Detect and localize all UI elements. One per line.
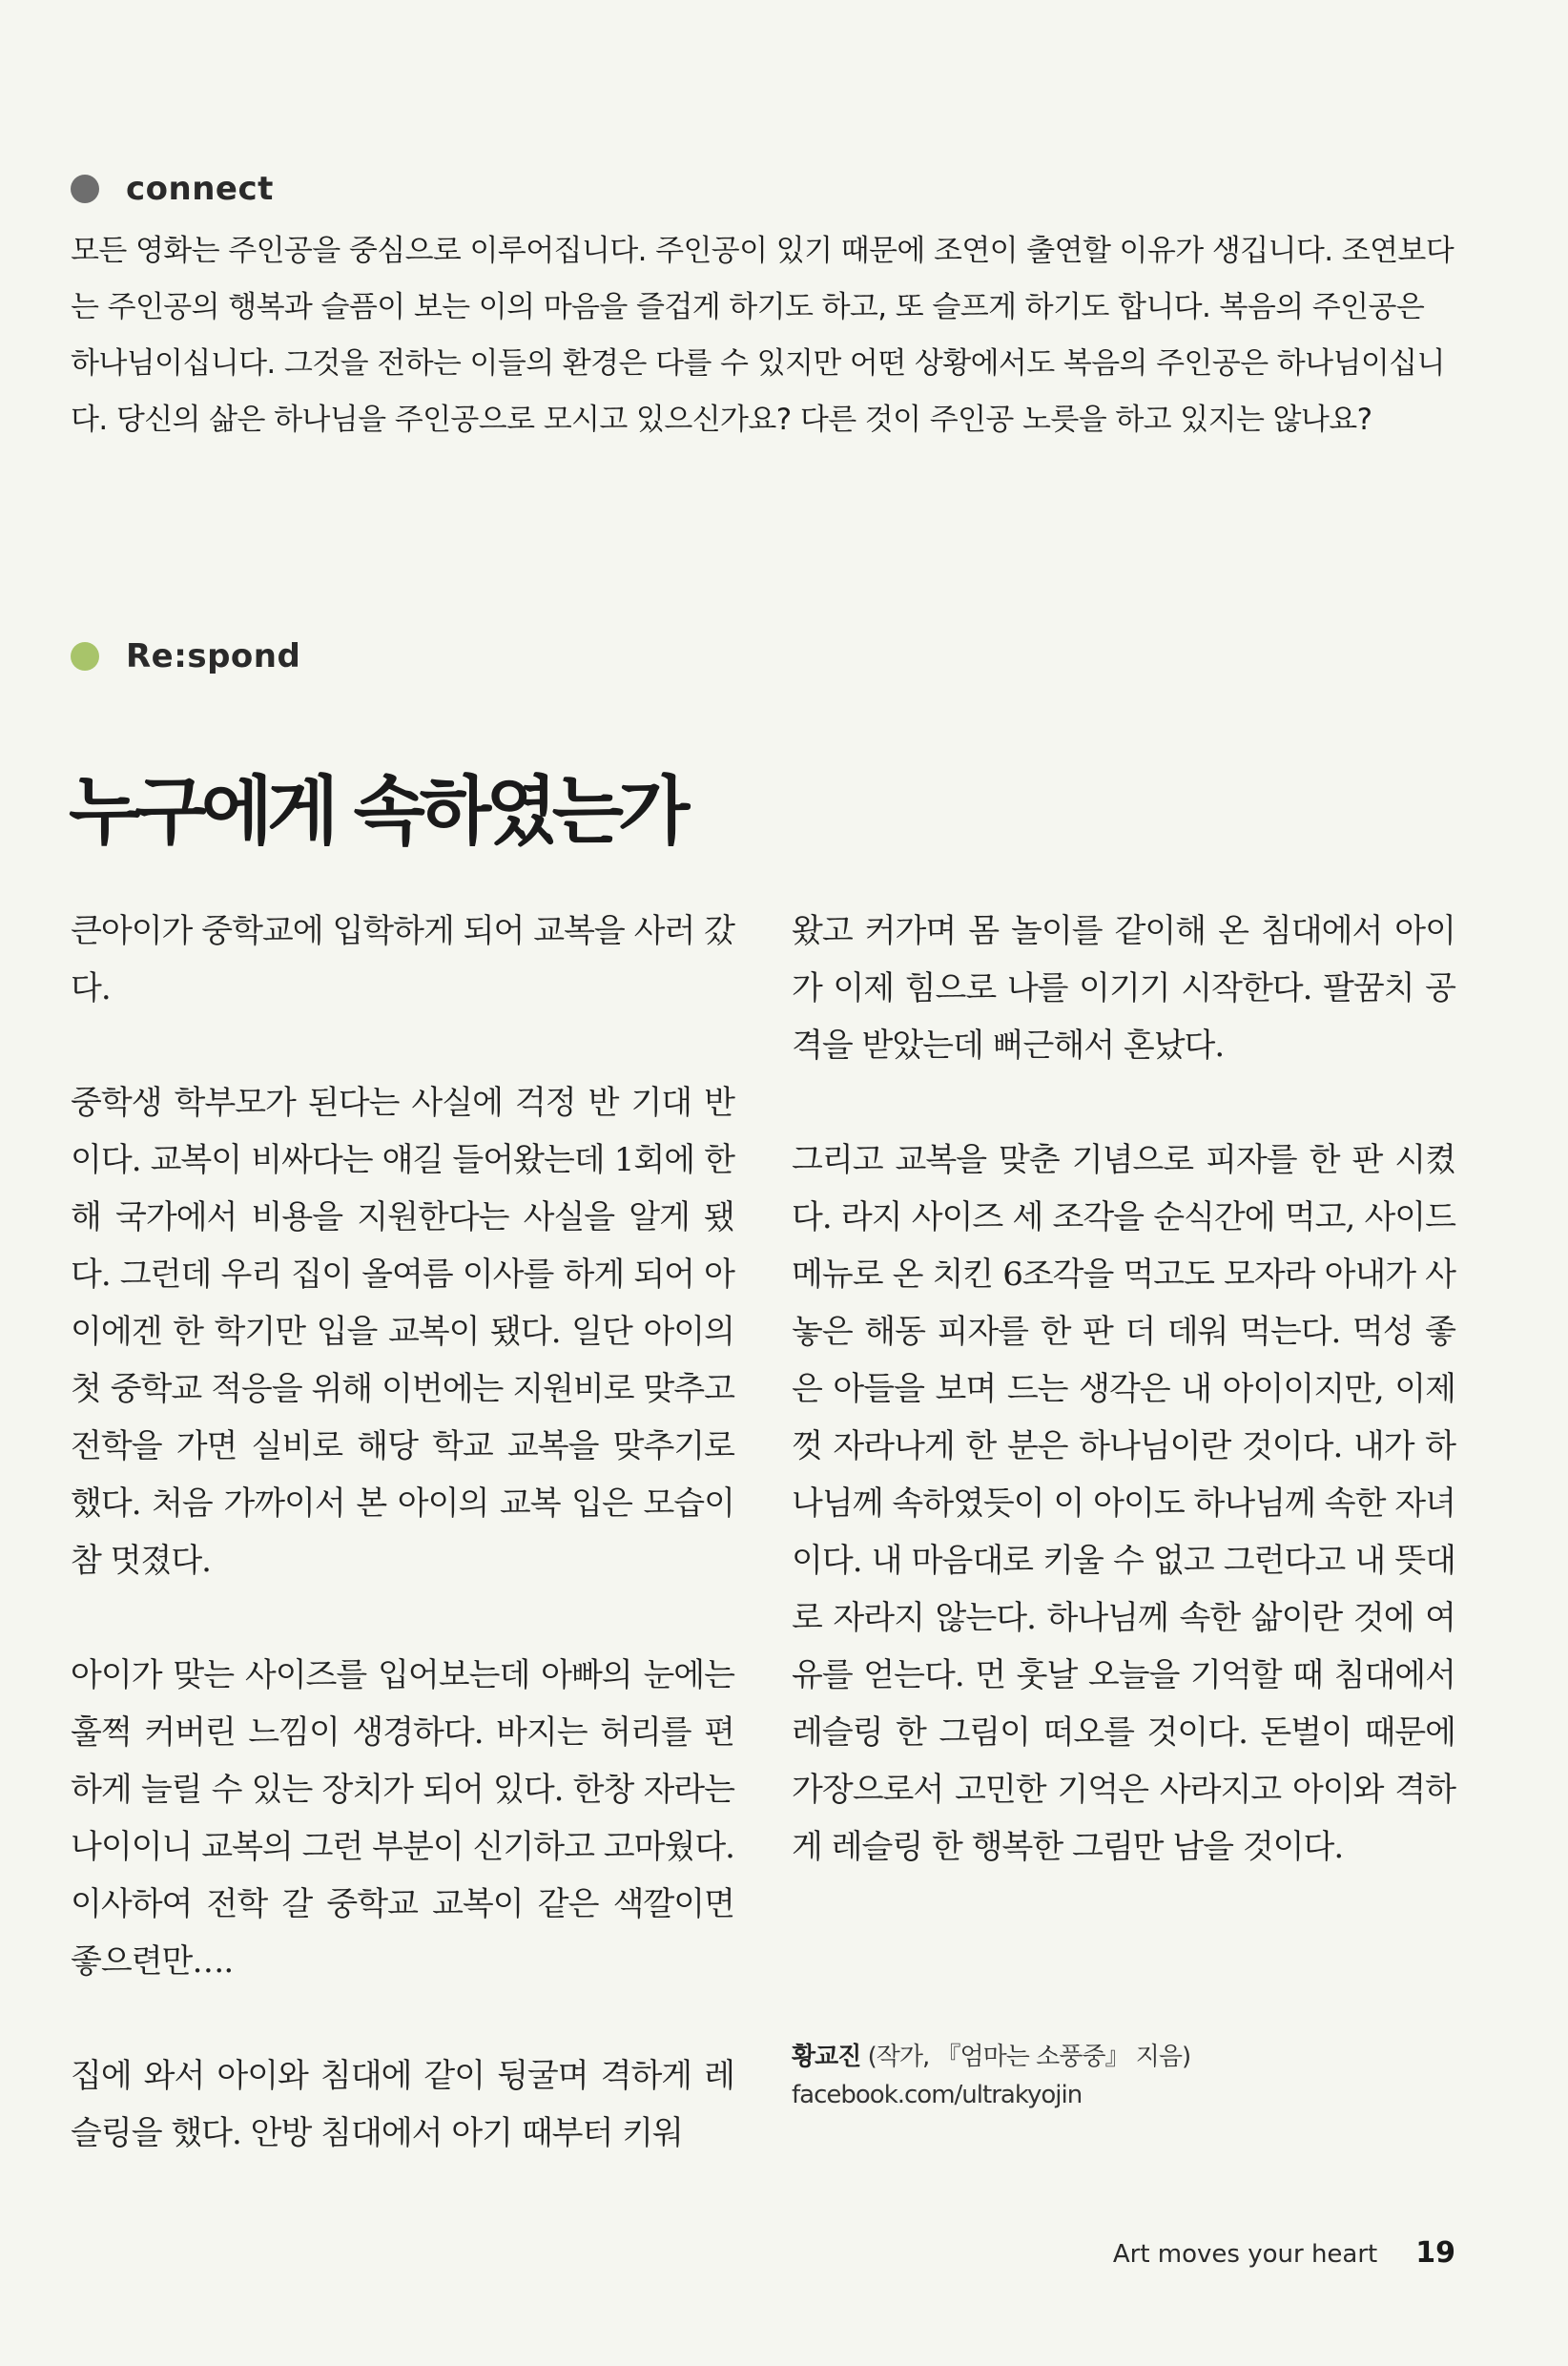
paragraph: 중학생 학부모가 된다는 사실에 걱정 반 기대 반이다. 교복이 비싸다는 얘길 들어왔는데 1회에 한해 국가에서 비용을 지원한다는 사실을 알게 됐다. 그런데 우리 집이 올여름 이사를 하게 되어 아이에겐 한 학기만 입을 교복이 됐다. 일단 아이의 첫 중학교 적응을 위해 이번에는 지원비로 맞추고 전학을 가면 실비로 해당 학교 교복을 맞추기로 했다. 처음 가까이서 본 아이의 교복 입은 모습이 참 멋졌다. (71, 1084, 734, 1580)
paragraph: 왔고 커가며 몸 놀이를 같이해 온 침대에서 아이가 이제 힘으로 나를 이기기 시작한다. 팔꿈치 공격을 받았는데 뻐근해서 혼났다. (792, 912, 1455, 1065)
article-right-column (792, 903, 1455, 1876)
article-left-column (71, 903, 734, 2162)
paragraph: 큰아이가 중학교에 입학하게 되어 교복을 사러 갔다. (71, 912, 734, 1007)
article-title: 누구에게 속하였는가 (69, 769, 685, 855)
author-credit (792, 2038, 1190, 2114)
respond-bullet-icon (71, 642, 99, 671)
author-link[interactable]: facebook.com/ultrakyojin (792, 2081, 1083, 2109)
connect-header (71, 170, 274, 208)
author-name: 황교진 (792, 2043, 861, 2071)
page-footer (1113, 2236, 1455, 2270)
paragraph: 아이가 맞는 사이즈를 입어보는데 아빠의 눈에는 훌쩍 커버린 느낌이 생경하다. 바지는 허리를 편하게 늘릴 수 있는 장치가 되어 있다. 한창 자라는 나이이니 교복의 그런 부분이 신기하고 고마웠다. 이사하여 전학 갈 중학교 교복이 같은 색깔이면 좋으련만…. (71, 1656, 734, 1981)
footer-tagline: Art moves your heart (1112, 2240, 1378, 2269)
paragraph: 집에 와서 아이와 침대에 같이 뒹굴며 격하게 레슬링을 했다. 안방 침대에서 아기 때부터 키워 (71, 2057, 734, 2152)
connect-bullet-icon (71, 175, 99, 203)
respond-label: Re:spond (126, 637, 301, 675)
author-line (792, 2038, 1190, 2076)
page-number: 19 (1415, 2236, 1455, 2270)
paragraph: 그리고 교복을 맞춘 기념으로 피자를 한 판 시켰다. 라지 사이즈 세 조각을 순식간에 먹고, 사이드 메뉴로 온 치킨 6조각을 먹고도 모자라 아내가 사놓은 해동 피자를 한 판 더 데워 먹는다. 먹성 좋은 아들을 보며 드는 생각은 내 아이이지만, 이제껏 자라나게 한 분은 하나님이란 것이다. 내가 하나님께 속하였듯이 이 아이도 하나님께 속한 자녀이다. 내 마음대로 키울 수 없고 그런다고 내 뜻대로 자라지 않는다. 하나님께 속한 삶이란 것에 여유를 얻는다. 먼 훗날 오늘을 기억할 때 침대에서 레슬링 한 그림이 떠오를 것이다. 돈벌이 때문에 가장으로서 고민한 기억은 사라지고 아이와 격하게 레슬링 한 행복한 그림만 남을 것이다. (792, 1141, 1455, 1866)
connect-label: connect (126, 170, 274, 208)
author-description: (작가, 『엄마는 소풍중』 지음) (860, 2043, 1191, 2071)
respond-header (71, 637, 300, 675)
connect-text: 모든 영화는 주인공을 중심으로 이루어집니다. 주인공이 있기 때문에 조연이 출연할 이유가 생깁니다. 조연보다는 주인공의 행복과 슬픔이 보는 이의 마음을 즐겁게 하기도 하고, 또 슬프게 하기도 합니다. 복음의 주인공은 하나님이십니다. 그것을 전하는 이들의 환경은 다를 수 있지만 어떤 상황에서도 복음의 주인공은 하나님이십니다. 당신의 삶은 하나님을 주인공으로 모시고 있으신가요? 다른 것이 주인공 노릇을 하고 있지는 않나요? (71, 234, 1455, 437)
